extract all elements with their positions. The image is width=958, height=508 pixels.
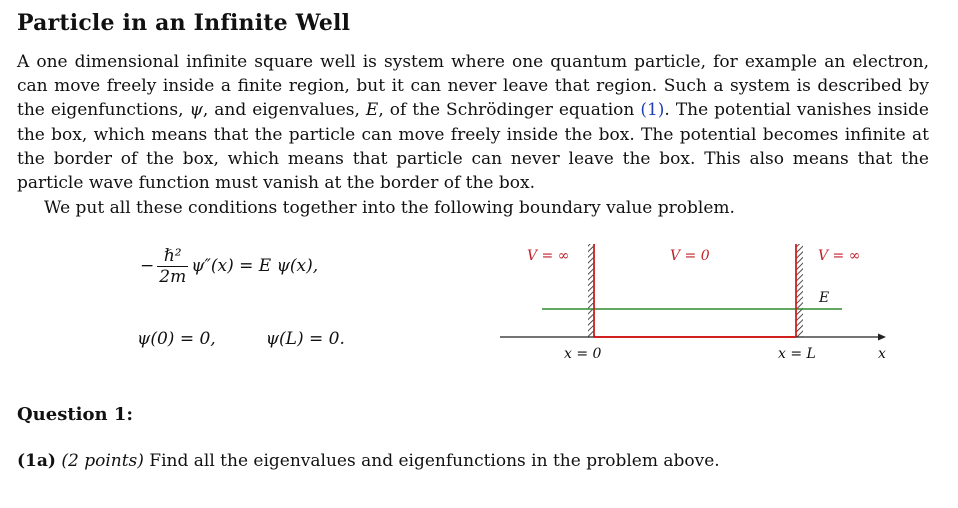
fraction-numerator: ℏ² xyxy=(157,246,188,267)
equation-reference-link[interactable]: (1) xyxy=(640,100,665,121)
boundary-conditions xyxy=(137,329,345,349)
psi-symbol: ψ xyxy=(189,100,203,121)
schrodinger-equation xyxy=(140,246,318,287)
question-1a xyxy=(17,451,720,471)
hbar-fraction xyxy=(157,246,188,287)
label-energy: E xyxy=(819,290,830,306)
question-heading: Question 1: xyxy=(17,404,134,425)
question-label: (1a) xyxy=(17,451,56,471)
label-x-zero: x = 0 xyxy=(564,346,602,362)
right-wall-hatch xyxy=(796,244,803,337)
paragraph-text-3: , of the Schrödinger equation xyxy=(378,100,641,121)
boundary-problem-intro: We put all these conditions together into the following boundary value problem. xyxy=(44,198,735,218)
label-x-l: x = L xyxy=(778,346,816,362)
question-text: Find all the eigenvalues and eigenfunctions in the problem above. xyxy=(149,451,720,471)
equation-rest: ψ″(x) = E ψ(x), xyxy=(191,256,319,276)
boundary-condition-left: ψ(0) = 0, xyxy=(137,329,216,349)
equation-minus: − xyxy=(140,256,155,276)
paragraph-text-2: , and eigenvalues, xyxy=(202,100,366,121)
fraction-denominator: 2m xyxy=(159,267,187,287)
label-x-axis: x xyxy=(878,346,886,362)
x-axis-arrowhead xyxy=(878,334,886,341)
intro-paragraph xyxy=(17,50,929,195)
page-title: Particle in an Infinite Well xyxy=(17,10,351,36)
paragraph-text-1: A one dimensional infinite square well is system where one quantum particle, for example an electron, can move freely inside a finite region, but it can never leave that region. Such a system is described by the eigenfunctions, xyxy=(17,52,929,121)
energy-symbol: E xyxy=(365,100,379,121)
boundary-condition-right: ψ(L) = 0. xyxy=(265,329,345,349)
label-v-middle: V = 0 xyxy=(670,248,710,264)
infinite-well-diagram xyxy=(490,236,910,366)
label-v-left: V = ∞ xyxy=(527,248,570,264)
question-points: (2 points) xyxy=(61,451,144,471)
label-v-right: V = ∞ xyxy=(818,248,861,264)
paragraph-text-4: . The potential vanishes inside the box, which means that the particle can move freely inside the box. The potential becomes infinite at the border of the box, which means that particle can never leave the box. This also means that the particle wave function must vanish at the border of the box. xyxy=(17,100,929,194)
